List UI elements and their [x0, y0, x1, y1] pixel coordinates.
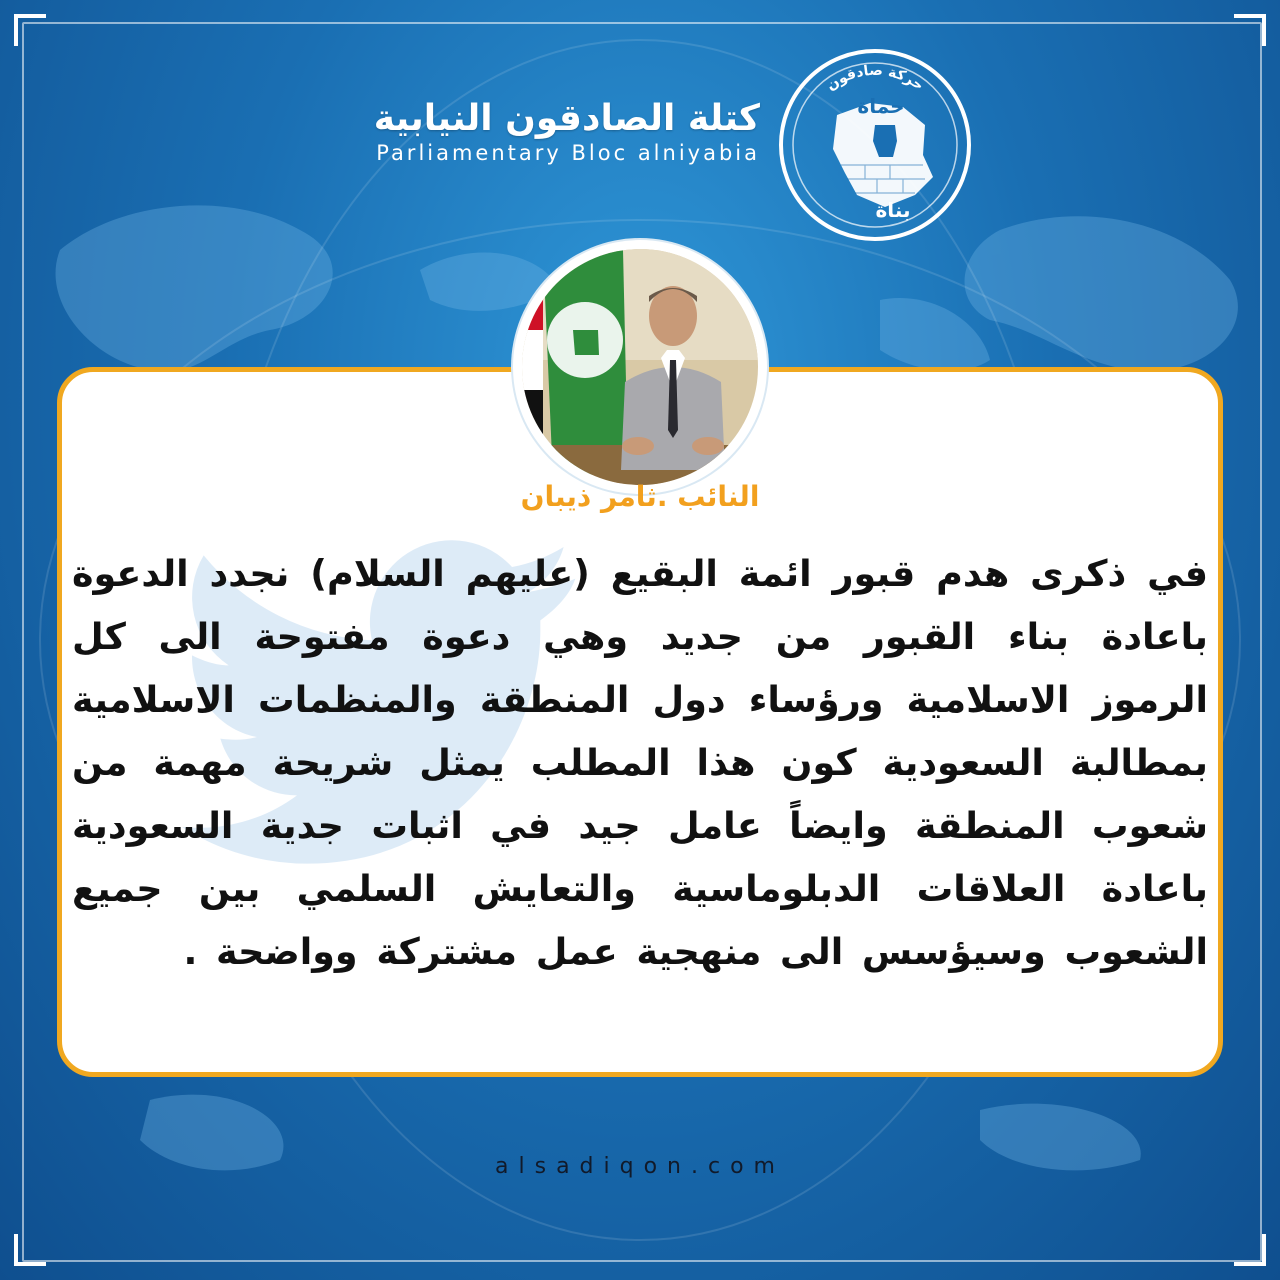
logo-bottom-word: بناة [875, 198, 911, 222]
iraq-map-fist-logo [775, 45, 975, 245]
frame-corner-top-left [14, 14, 46, 46]
bloc-title-arabic: كتلة الصادقون النيابية [373, 98, 760, 139]
frame-corner-bottom-right [1234, 1234, 1266, 1266]
logo-top-word: حماة [857, 94, 905, 118]
statement-text: في ذكرى هدم قبور ائمة البقيع (عليهم السلام) نجدد الدعوة باعادة بناء القبور من جديد وهي دعوة مفتوحة الى كل الرموز الاسلامية ورؤساء دول المنطقة والمنظمات الاسلامية بمطالبة السعودية كون هذا المطلب يمثل شريحة مهمة من شعوب المنطقة وايضاً عامل جيد في اثبات جدية السعودية باعادة العلاقات الدبلوماسية والتعايش السلمي بين جميع الشعوب وسيؤسس الى منهجية عمل مشتركة وواضحة . [72, 552, 1208, 973]
author-name: النائب .ثامر ذيبان [520, 480, 760, 513]
logo-ring-text: حركة صادقون [823, 62, 927, 95]
header [260, 98, 760, 165]
website-url[interactable]: alsadiqon.com [495, 1154, 785, 1179]
svg-text:حركة صادقون [824, 63, 927, 94]
mp-portrait [513, 240, 767, 494]
mp-portrait-photo [513, 240, 767, 494]
frame-corner-bottom-left [14, 1234, 46, 1266]
frame-corner-top-right [1234, 14, 1266, 46]
bloc-title-english: Parliamentary Bloc alniyabia [376, 141, 760, 165]
